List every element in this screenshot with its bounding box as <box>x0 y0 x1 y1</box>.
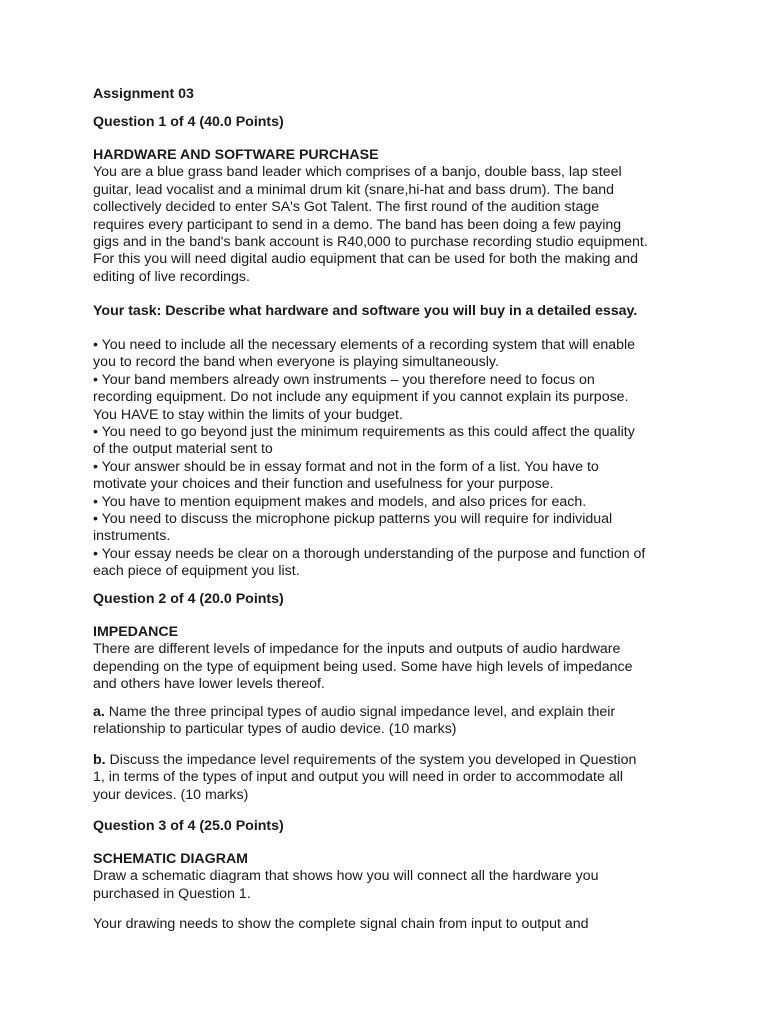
assignment-title-block <box>93 86 693 103</box>
q1-body <box>93 147 693 286</box>
q1-bullet-line: • Your band members already own instruments – you therefore need to focus on <box>93 371 595 388</box>
q1-bullet-line: • You need to discuss the microphone pickup patterns you will require for individual <box>93 511 613 528</box>
q2-para-line: and others have lower levels thereof. <box>93 676 325 693</box>
q1-bullet-line: • Your essay needs be clear on a thorough understanding of the purpose and function of <box>93 545 646 562</box>
q1-task: Your task: Describe what hardware and software you will buy in a detailed essay. <box>93 303 638 319</box>
q1-bullet-line: recording equipment. Do not include any equipment if you cannot explain its purpose. <box>93 389 629 406</box>
q1-task-block <box>93 303 693 320</box>
q1-para-line: editing of live recordings. <box>93 268 250 285</box>
q3-para-line: purchased in Question 1. <box>93 885 251 902</box>
q2-b-line: 1, in terms of the types of input and output you will need in order to accommodate all <box>93 769 623 786</box>
q1-bullet-list <box>93 337 693 581</box>
q3-body <box>93 851 693 903</box>
q2-b-label: b. <box>93 752 106 768</box>
q1-bullet-line: • You need to include all the necessary elements of a recording system that will enable <box>93 337 636 353</box>
q2-title: IMPEDANCE <box>93 624 179 640</box>
q2-para-line: There are different levels of impedance for the inputs and outputs of audio hardware <box>93 641 621 658</box>
q1-bullet-line: • You need to go beyond just the minimum requirements as this could affect the quality <box>93 424 635 441</box>
q3-header: Question 3 of 4 (25.0 Points) <box>93 818 284 834</box>
q2-a-text: Name the three principal types of audio signal impedance level, and explain their <box>104 704 616 720</box>
q3-para2-block <box>93 916 693 933</box>
q1-title: HARDWARE AND SOFTWARE PURCHASE <box>93 147 379 163</box>
q3-para2: Your drawing needs to show the complete signal chain from input to output and <box>93 916 589 932</box>
q2-b-line: your devices. (10 marks) <box>93 786 249 803</box>
q2-part-a <box>93 704 693 739</box>
q1-para-line: You are a blue grass band leader which comprises of a banjo, double bass, lap steel <box>93 164 622 181</box>
q2-a-line: relationship to particular types of audio device. (10 marks) <box>93 721 457 738</box>
q1-header-block <box>93 114 693 131</box>
q1-header: Question 1 of 4 (40.0 Points) <box>93 114 284 130</box>
q1-bullet-line: instruments. <box>93 528 171 545</box>
q1-bullet-line: motivate your choices and their function and usefulness for your purpose. <box>93 476 554 493</box>
q1-para-line: guitar, lead vocalist and a minimal drum kit (snare,hi-hat and bass drum). The band <box>93 181 614 198</box>
q1-para-line: requires every participant to send in a demo. The band has been doing a few paying <box>93 216 622 233</box>
q1-para-line: For this you will need digital audio equipment that can be used for both the making and <box>93 251 638 268</box>
q2-body <box>93 624 693 694</box>
assignment-title: Assignment 03 <box>93 86 194 102</box>
q3-para-line: Draw a schematic diagram that shows how you will connect all the hardware you <box>93 868 599 885</box>
q1-para-line: gigs and in the band's bank account is R40,000 to purchase recording studio equipment. <box>93 234 648 251</box>
q3-title: SCHEMATIC DIAGRAM <box>93 851 249 867</box>
q2-header: Question 2 of 4 (20.0 Points) <box>93 591 284 607</box>
q2-part-b <box>93 752 693 804</box>
q2-b-line <box>93 752 693 769</box>
q2-header-block <box>93 591 693 608</box>
q1-bullet-line: of the output material sent to <box>93 441 273 458</box>
q3-header-block <box>93 818 693 835</box>
q1-bullet-line: • You have to mention equipment makes and models, and also prices for each. <box>93 493 587 510</box>
q2-para-line: depending on the type of equipment being used. Some have high levels of impedance <box>93 658 633 675</box>
q2-a-label: a. <box>93 704 105 720</box>
q1-bullet-line: each piece of equipment you list. <box>93 563 300 580</box>
q1-bullet-line: • Your answer should be in essay format and not in the form of a list. You have to <box>93 458 599 475</box>
q1-bullet-line: you to record the band when everyone is playing simultaneously. <box>93 354 499 371</box>
q1-para-line: collectively decided to enter SA's Got Talent. The first round of the audition stage <box>93 199 600 216</box>
q2-b-text: Discuss the impedance level requirements of the system you developed in Question <box>105 752 637 768</box>
q1-bullet-line: You HAVE to stay within the limits of your budget. <box>93 406 403 423</box>
q2-a-line <box>93 704 693 721</box>
